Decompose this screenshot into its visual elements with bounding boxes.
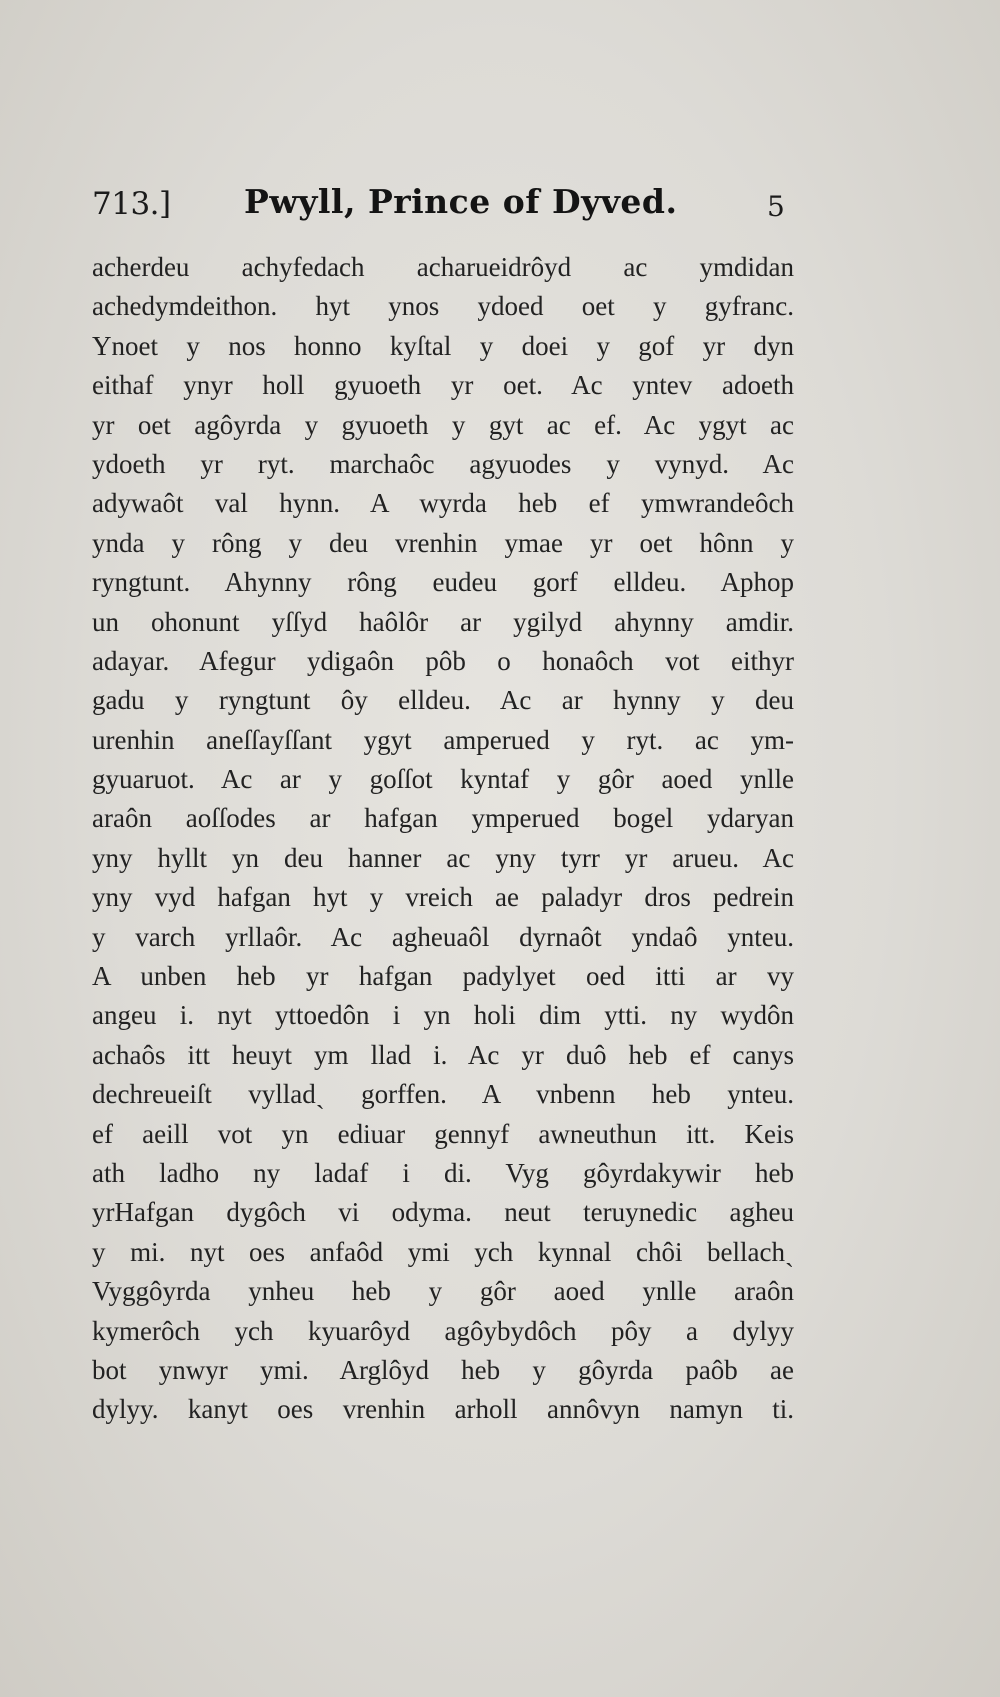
text-line: angeu i. nyt yttoedôn i yn holi dim ytti. ny wydôn — [92, 1000, 794, 1031]
text-line: ryngtunt. Ahynny rông eudeu gorf elldeu. Aphop — [92, 567, 794, 598]
text-line: urenhin aneſſayſſant ygyt amperued y ryt. ac ym- — [92, 724, 794, 755]
text-line: achaôs itt heuyt ym llad i. Ac yr duô heb ef canys — [92, 1039, 794, 1070]
text-line: A unben heb yr hafgan padylyet oed itti ar vy — [92, 961, 794, 992]
page-reference: 713.] — [92, 186, 171, 222]
text-line: ynda y rông y deu vrenhin ymae yr oet hônn y — [92, 527, 794, 558]
running-title: Pwyll, Prince of Dyved. — [244, 182, 678, 221]
text-line: achedymdeithon. hyt ynos ydoed oet y gyfranc. — [92, 291, 794, 322]
text-line: y mi. nyt oes anfaôd ymi ych kynnal chôi bellachˎ — [92, 1236, 794, 1267]
text-line: kymerôch ych kyuarôyd agôybydôch pôy a dylyy — [92, 1315, 794, 1346]
text-line: adayar. Afegur ydigaôn pôb o honaôch vot eithyr — [92, 645, 794, 676]
text-line: dechreueiſt vylladˎ gorffen. A vnbenn heb ynteu. — [92, 1079, 794, 1110]
body-text — [92, 248, 794, 1430]
text-line: araôn aoſſodes ar hafgan ymperued bogel ydaryan — [92, 803, 794, 834]
text-line: gadu y ryngtunt ôy elldeu. Ac ar hynny y deu — [92, 685, 794, 716]
text-line: eithaf ynyr holl gyuoeth yr oet. Ac yntev adoeth — [92, 370, 794, 401]
page-number: 5 — [767, 190, 785, 223]
text-line: Vyggôyrda ynheu heb y gôr aoed ynlle araôn — [92, 1276, 794, 1307]
text-line: bot ynwyr ymi. Arglôyd heb y gôyrda paôb ae — [92, 1354, 794, 1385]
text-line: ef aeill vot yn ediuar gennyf awneuthun itt. Keis — [92, 1118, 794, 1149]
text-line: yny vyd hafgan hyt y vreich ae paladyr dros pedrein — [92, 882, 794, 913]
text-line: dylyy. kanyt oes vrenhin arholl annôvyn namyn ti. — [92, 1394, 794, 1425]
text-line: yrHafgan dygôch vi odyma. neut teruynedic agheu — [92, 1197, 794, 1228]
text-line: Ynoet y nos honno kyſtal y doei y gof yr dyn — [92, 330, 794, 361]
text-line: acherdeu achyfedach acharueidrôyd ac ymdidan — [92, 252, 794, 282]
text-line: un ohonunt yſſyd haôlôr ar ygilyd ahynny amdir. — [92, 606, 794, 637]
running-head — [92, 182, 792, 232]
text-line: yny hyllt yn deu hanner ac yny tyrr yr arueu. Ac — [92, 842, 794, 873]
text-line: ydoeth yr ryt. marchaôc agyuodes y vynyd. Ac — [92, 448, 794, 479]
text-line: ath ladho ny ladaf i di. Vyg gôyrdakywir heb — [92, 1157, 794, 1188]
text-line: y varch yrllaôr. Ac agheuaôl dyrnaôt yndaô ynteu. — [92, 921, 794, 952]
text-line: yr oet agôyrda y gyuoeth y gyt ac ef. Ac ygyt ac — [92, 409, 794, 440]
text-line: gyuaruot. Ac ar y goſſot kyntaf y gôr aoed ynlle — [92, 764, 794, 795]
text-line: adywaôt val hynn. A wyrda heb ef ymwrandeôch — [92, 488, 794, 519]
